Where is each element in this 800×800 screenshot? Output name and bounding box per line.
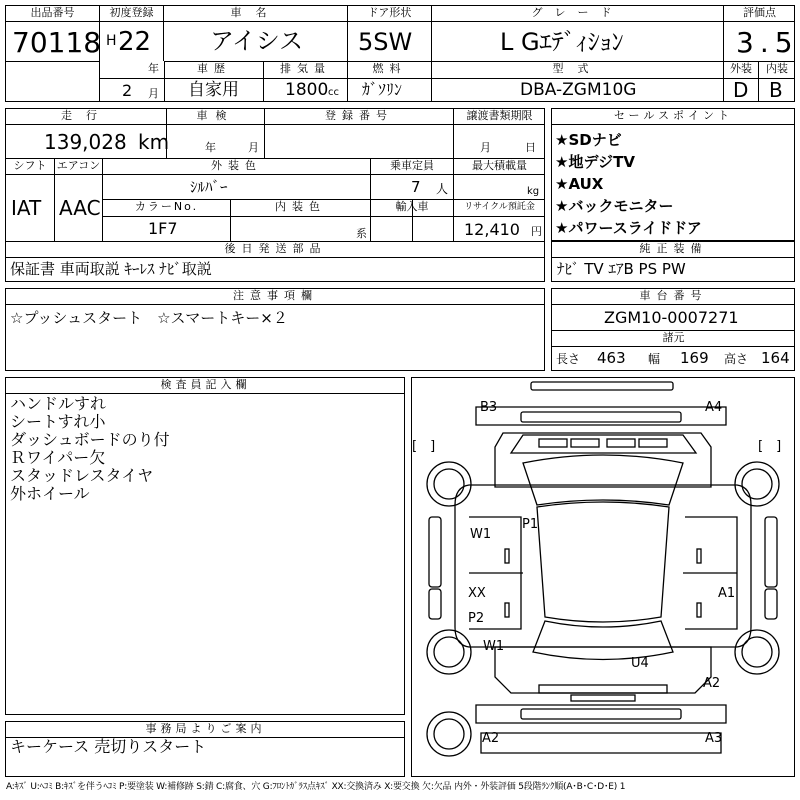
width-value: 169: [680, 349, 709, 367]
shift: IAT: [11, 196, 42, 220]
seat-count: 7: [411, 178, 421, 196]
bracket-left: [ ]: [412, 439, 436, 454]
selling-points-list: [555, 129, 702, 239]
chassis-number: ZGM10-0007271: [604, 308, 739, 327]
recycle-label: リサイクル預託金: [464, 202, 535, 212]
transfer-month-unit: 月: [480, 141, 491, 154]
interior-label: 内装: [766, 62, 788, 75]
damage-mark-xx: XX: [468, 586, 486, 601]
inspector-notes: [10, 395, 170, 503]
ext-color-label: 外装色: [211, 159, 262, 172]
inspector-line: ハンドルすれ: [10, 394, 107, 413]
damage-mark-a4: A4: [705, 400, 723, 415]
car-diagram: [411, 377, 795, 777]
model-code: DBA-ZGM10G: [520, 80, 637, 100]
damage-mark-p1: P1: [522, 517, 539, 532]
color-no-label: カラーNo.: [134, 200, 199, 213]
legend-footer: A:ｷｽﾞ U:ﾍｺﾐ B:ｷｽﾞを伴うﾍｺﾐ P:要塗装 W:補修跡 S:錆 C:腐食、穴 G:ﾌﾛﾝﾄｶﾞﾗｽ点ｷｽﾞ XX:交換済み X:要交換 欠:欠品 内外・外装評価 5段階ﾗﾝｸ順(A･B･C･D･E) 1: [6, 782, 626, 792]
inspector-label: 検査員記入欄: [160, 378, 251, 391]
insp-month-unit: 月: [248, 141, 259, 154]
damage-mark-a3: A3: [705, 731, 723, 746]
fuel-label: 燃料: [372, 62, 407, 75]
color-number: 1F7: [148, 219, 178, 238]
ac-label: エアコン: [56, 159, 101, 172]
chassis-label: 車台番号: [639, 289, 708, 302]
exterior-color: ｼﾙﾊﾞｰ: [190, 178, 228, 196]
recycle-deposit: 12,410: [464, 220, 520, 239]
length-label: 長さ: [556, 352, 581, 366]
damage-mark-a1: A1: [718, 586, 736, 601]
exterior-label: 外装: [730, 62, 752, 75]
month-unit: 月: [148, 87, 159, 100]
int-color-unit: 系: [356, 227, 367, 240]
selling-point: ★地デジTV: [555, 153, 635, 171]
genuine-equipment-text: ﾅﾋﾞ TV ｴｱB PS PW: [557, 260, 686, 278]
selling-point: ★SDナビ: [555, 131, 622, 149]
insp-year-unit: 年: [205, 141, 216, 154]
inspector-line: Ｒワイパー欠: [10, 448, 106, 467]
car-name-label: 車名: [230, 6, 281, 19]
recycle-unit: 円: [531, 225, 542, 238]
mileage: 139,028: [44, 130, 127, 154]
lot-no-label: 出品番号: [30, 6, 75, 19]
era-letter: H: [106, 33, 117, 49]
inspector-line: 外ホイール: [10, 484, 90, 503]
damage-mark-u4: U4: [631, 656, 649, 671]
car-name: アイシス: [210, 27, 304, 55]
load-unit: kg: [527, 186, 540, 197]
reg-year: 22: [118, 27, 152, 57]
door-label: ドア形状: [367, 6, 412, 19]
exterior-grade: D: [733, 78, 749, 102]
first-reg-label: 初度登録: [109, 6, 154, 19]
damage-mark-a2-bottom: A2: [482, 731, 500, 746]
seats-label: 乗車定員: [390, 159, 434, 172]
int-color-label: 内装色: [275, 200, 326, 213]
shift-label: シフト: [13, 159, 47, 172]
displacement-unit: cc: [328, 87, 339, 98]
caution-label: 注意事項欄: [233, 289, 318, 302]
load-label: 最大積載量: [472, 159, 527, 172]
bracket-right: [ ]: [758, 439, 782, 454]
damage-mark-p2: P2: [468, 611, 485, 626]
fuel: ｶﾞｿﾘﾝ: [362, 80, 403, 99]
caution-text: ☆プッシュスタート ☆スマートキー×２: [10, 309, 288, 327]
transfer-day-unit: 日: [525, 141, 536, 154]
history: 自家用: [188, 80, 239, 100]
air-conditioner: AAC: [59, 196, 101, 220]
later-parts-label: 後日発送部品: [224, 242, 327, 255]
width-label: 幅: [648, 352, 661, 366]
displacement: 1800: [285, 80, 329, 100]
selling-point: ★バックモニター: [555, 197, 674, 215]
damage-mark-w1-rear: W1: [483, 639, 505, 654]
inspection-label: 車検: [196, 109, 235, 122]
selling-points-label: セールスポイント: [613, 109, 733, 122]
office-notice-label: 事務局よりご案内: [145, 722, 266, 735]
dimensions-label: 諸元: [662, 331, 685, 344]
selling-point: ★AUX: [555, 175, 604, 193]
mileage-label: 走行: [61, 109, 111, 122]
damage-mark-b3: B3: [480, 400, 498, 415]
damage-mark-w1-front: W1: [470, 527, 492, 542]
year-unit: 年: [148, 62, 159, 75]
genuine-equipment-label: 純正装備: [639, 242, 708, 255]
reg-month: 2: [122, 81, 133, 100]
inspector-line: ダッシュボードのり付: [10, 430, 170, 449]
damage-mark-a2-right: A2: [703, 676, 721, 691]
height-value: 164: [761, 349, 790, 367]
height-label: 高さ: [724, 352, 749, 366]
mileage-unit: km: [138, 130, 170, 154]
history-label: 車歴: [197, 62, 231, 75]
import-label: 輸入車: [395, 200, 429, 213]
inspector-line: スタッドレスタイヤ: [10, 466, 154, 485]
inspector-line: シートすれ小: [10, 412, 106, 431]
score: 3.5: [736, 26, 799, 59]
office-notice-text: キーケース 売切りスタート: [10, 737, 207, 756]
door-type: 5SW: [358, 28, 413, 56]
score-label: 評価点: [743, 6, 776, 19]
selling-point: ★パワースライドドア: [555, 219, 702, 237]
transfer-label: 譲渡書類期限: [466, 109, 533, 122]
length-value: 463: [597, 349, 626, 367]
displacement-label: 排気量: [280, 62, 331, 75]
interior-grade: B: [769, 78, 783, 102]
reg-no-label: 登録番号: [325, 109, 393, 122]
grade: L Gｴﾃﾞｨｼｮﾝ: [500, 28, 624, 56]
lot-number: 70118: [12, 26, 102, 59]
model-label: 型式: [552, 62, 603, 75]
grade-label: グレード: [531, 6, 624, 19]
seats-unit: 人: [436, 182, 449, 196]
later-parts-text: 保証書 車両取説 ｷｰﾚｽ ﾅﾋﾞ取説: [10, 260, 212, 278]
